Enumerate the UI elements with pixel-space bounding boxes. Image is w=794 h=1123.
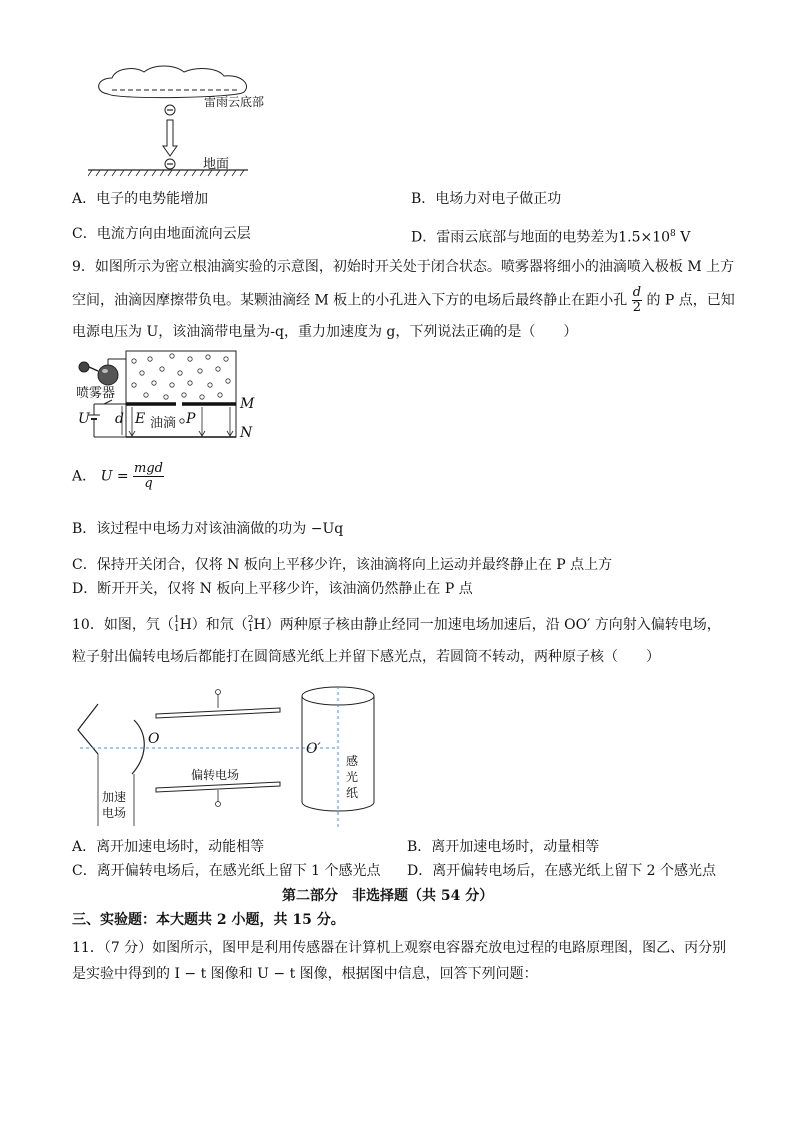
q8-option-d-value: 1.5×10 — [618, 229, 671, 246]
q9-fraction-d-over-2: $\frac{d}{2}$ — [632, 285, 642, 315]
q9-option-a-prefix: A． — [72, 468, 97, 485]
q9-option-a — [72, 462, 164, 491]
q11-line-2: 是实验中得到的 I − t 图像和 U − t 图像，根据图中信息，回答下列问题： — [72, 966, 538, 982]
q10-line-1: 10．如图，氕（ 1 1 H）和氘（ 2 1 H）两种原子核由静止经同一加速电场加速后，沿 OO′ 方向射入偏转电场， — [72, 615, 721, 634]
fig9-e-label: E — [135, 411, 146, 427]
ground-label: 地面 — [203, 157, 230, 172]
q10-option-b: B．离开加速电场时，动量相等 — [407, 839, 600, 855]
fig10-accel-label-1: 加速 — [102, 790, 127, 804]
fig9-oil-label: 油滴 — [150, 416, 177, 431]
section3-heading: 三、实验题：本大题共 2 小题，共 15 分。 — [72, 912, 345, 928]
q9-option-c: C．保持开关闭合，仅将 N 板向上平移少许，该油滴将向上运动并最终静止在 P 点上方 — [72, 557, 613, 573]
accel-plate-right — [132, 720, 144, 774]
arrow-down-icon — [163, 120, 177, 156]
cylinder-top — [302, 687, 374, 705]
fig10-o-prime-label: O′ — [306, 741, 321, 757]
q9-line-3: 电源电压为 U，该油滴带电量为-q，重力加速度为 g，下列说法正确的是（ ） — [72, 324, 578, 340]
fig10-deflect-label: 偏转电场 — [191, 768, 240, 782]
accel-plate-left — [78, 704, 98, 754]
q9-line-2 — [72, 286, 735, 315]
q8-option-d-unit: V — [675, 229, 691, 246]
fig10-o-label: O — [148, 731, 160, 747]
q8-option-b: B．电场力对电子做正功 — [411, 191, 562, 207]
fig8-lightning-diagram — [88, 62, 288, 182]
q10-option-d: D．离开偏转电场后，在感光纸上留下 2 个感光点 — [407, 863, 717, 879]
fig9-p-label: P — [186, 411, 196, 427]
q10-line-2: 粒子射出偏转电场后都能打在圆筒感光纸上并留下感光点，若圆筒不转动，两种原子核（ ） — [72, 649, 660, 665]
q9-option-b: B．该过程中电场力对该油滴做的功为 −Uq — [72, 521, 344, 537]
q9-option-a-fraction: $\frac{\text{mgd}}{q}$ — [134, 461, 163, 491]
q9-option-d: D．断开开关，仅将 N 板向上平移少许，该油滴仍然静止在 P 点 — [72, 581, 473, 597]
droplet-p — [180, 419, 184, 423]
part2-title: 第二部分 非选择题（共 54 分） — [282, 888, 494, 904]
fig9-m-label: M — [240, 396, 255, 412]
isotope-protium: 1 1 — [173, 615, 180, 634]
oil-droplets — [132, 354, 230, 399]
fig9-n-label: N — [240, 425, 253, 441]
q8-option-d-exp: 8 — [670, 229, 676, 239]
q9-option-a-lhs: U = — [100, 468, 129, 485]
fig10-paper-label-3: 纸 — [346, 786, 359, 800]
q10-option-c: C．离开偏转电场后，在感光纸上留下 1 个感光点 — [72, 863, 381, 879]
fig10-paper-label-1: 感 — [346, 754, 359, 768]
q9-line-1: 9．如图所示为密立根油滴实验的示意图，初始时开关处于闭合状态。喷雾器将细小的油滴喷入极板 M 上方 — [72, 259, 735, 275]
isotope-deuterium: 2 1 — [247, 615, 254, 634]
q8-option-d-prefix: D．雷雨云底部与地面的电势差为 — [411, 229, 619, 246]
q10-option-a: A．离开加速电场时，动能相等 — [72, 839, 265, 855]
q8-option-c: C．电流方向由地面流向云层 — [72, 226, 251, 242]
cloud-label: 雷雨云底部 — [204, 95, 265, 109]
deflect-plate-upper — [156, 708, 280, 718]
q11-line-1: 11．（7 分）如图所示，图甲是利用传感器在计算机上观察电容器充放电过程的电路原理图，图乙、丙分别 — [72, 940, 727, 956]
fig10-accel-label-2: 电场 — [102, 806, 127, 820]
fig9-d-label: d — [115, 411, 124, 427]
q9-line-2-a: 空间，油滴因摩擦带负电。某颗油滴经 M 板上的小孔进入下方的电场后最终静止在距小孔 — [72, 292, 628, 309]
fig10-paper-label-2: 光 — [346, 770, 359, 784]
q8-option-d — [411, 224, 690, 248]
fig9-u-label: U — [78, 411, 90, 427]
fig9-sprayer-label: 喷雾器 — [76, 386, 116, 401]
q8-option-a: A．电子的电势能增加 — [72, 191, 209, 207]
q9-line-2-b: 的 P 点，已知 — [646, 292, 735, 309]
